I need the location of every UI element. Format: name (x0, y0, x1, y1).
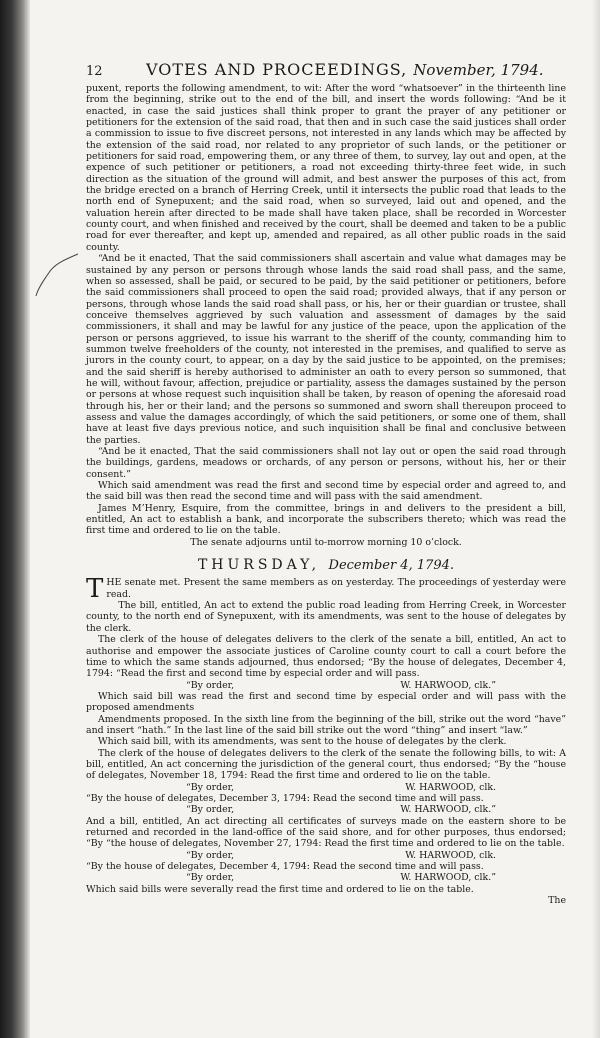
day-weekday: THURSDAY, (197, 557, 321, 574)
running-header (86, 60, 586, 82)
drop-cap: T (86, 574, 104, 605)
paragraph: Which said bill was read the first and second time by especial order and will pass with the proposed amendments (86, 690, 566, 714)
adjournment-line: The senate adjourns until to-morrow morning 10 o’clock. (190, 536, 462, 548)
running-title-main: VOTES AND PROCEEDINGS, (146, 60, 408, 79)
paragraph: puxent, reports the following amendment, to wit: After the word “whatsoever” in the thirteenth line from the beginning, strike out to the end of the bill, and insert the words following: “And be it enacted, in case the said justices shall think proper to grant the prayer of any petitioner or petitioners for the extension of the said road, that then and in such case the said justices shall order a commission to issue to five discreet persons, not interested in any lands which may be affected by the extension of the said road, nor related to any proprietor of such lands, or the petitioner or petitioners for said road, empowering them, or any three of them, to survey, lay out and open, at the expence of such petitioner or petitioners, a road not exceeding thirty-three feet wide, in such direction as the situation of the ground will admit, and best answer the purposes of this act, from the bridge erected on a branch of Herring Creek, until it intersects the public road that leads to the north end of Synepuxent; and the said road, when so surveyed, laid out and opened, and the valuation herein after directed to be made shall have taken place, shall be recorded in Worcester county court, and when finished and received by the court, shall be deemed and taken to be a public road for ever thereafter, and kept up, amended and repaired, as all other public roads in the said county. (86, 83, 566, 253)
paragraph: Which said amendment was read the first and second time by especial order and agreed to, and the said bill was then read the second time and will pass with the said amendment. (86, 480, 566, 503)
running-title (146, 60, 544, 79)
page-edge (592, 0, 600, 1038)
book-binding-shadow (0, 0, 30, 1038)
page-body (86, 83, 566, 906)
signature-line: “By order, W. HARWOOD, clk. (186, 781, 496, 793)
paragraph: “By the house of delegates, December 3, 1794: Read the second time and will pass. (86, 792, 484, 804)
paragraph: The bill, entitled, An act to extend the public road leading from Herring Creek, in Worcester county, to the north end of Synepuxent, with its amendments, was sent to the house of delegates by the clerk. (86, 600, 566, 634)
paragraph: The clerk of the house of delegates delivers to the clerk of the senate a bill, entitled, An act to authorise and empower the associate justices of Caroline county court to call a court before the time to which the same stands adjourned, thus endorsed; “By the house of delegates, December 4, 1794: “Read the first and second time by especial order and will pass. (86, 634, 566, 680)
paragraph: The clerk of the house of delegates delivers to the clerk of the senate the following bills, to wit: A bill, entitled, An act concerning the jurisdiction of the general court, thus endorsed; “By the “house of delegates, November 18, 1794: Read the first time and ordered to lie on the table. (86, 747, 566, 782)
day-heading (86, 557, 566, 574)
paragraph: Which said bills were severally read the first time and ordered to lie on the table. (86, 883, 474, 895)
paragraph: “By the house of delegates, December 4, 1794: Read the second time and will pass. (86, 861, 484, 873)
paragraph: James M’Henry, Esquire, from the committee, brings in and delivers to the president a bill, entitled, An act to establish a bank, and incorporate the subscribers thereto; which was read the first time and ordered to lie on the table. (86, 502, 566, 537)
page-number: 12 (86, 64, 103, 79)
margin-pencil-mark (34, 250, 80, 300)
paragraph: And a bill, entitled, An act directing all certificates of surveys made on the eastern shore to be returned and recorded in the land-office of the said shore, and for other purposes, thus endorsed; “By “the house of delegates, November 27, 1794: Read the first time and ordered to lie on the table. (86, 815, 566, 850)
paragraph: “And be it enacted, That the said commissioners shall not lay out or open the said road through the buildings, gardens, meadows or orchards, of any person or persons, without his, her or their consent.” (86, 446, 566, 480)
day-date: December 4, 1794. (328, 558, 455, 574)
catchword: The (548, 895, 566, 907)
signature-line: “By order, W. HARWOOD, clk.” (186, 872, 496, 884)
paragraph: Which said bill, with its amendments, was sent to the house of delegates by the clerk. (98, 736, 507, 748)
paragraph: Amendments proposed. In the sixth line from the beginning of the bill, strike out the word “have” and insert “hath.” In the last line of the said bill strike out the word “thing” and insert “law.” (86, 713, 566, 736)
signature-line: “By order, W. HARWOOD, clk. (186, 849, 496, 861)
paragraph: “And be it enacted, That the said commissioners shall ascertain and value what damages may be sustained by any person or persons through whose lands the said road shall pass, and the same, when so assessed, shall be paid, or secured to be paid, by the said petitioner or petitioners, before the said commissioners shall proceed to open the said road; provided always, that if any person or persons, through whose lands the said road shall pass, or his, her or their guardian or trustee, shall conceive themselves aggrieved by such valuation and assessment of damages by the said commissioners, it shall and may be lawful for any justice of the peace, upon the application of the person or persons aggrieved, to issue his warrant to the sheriff of the county, commanding him to summon twelve freeholders of the county, not interested in the premises, and qualified to serve as jurors in the county court, to appear, on a day by the said justice to be appointed, on the premises; and the said sheriff is hereby authorised to administer an oath to every person so summoned, that he will, without favour, affection, prejudice or partiality, assess the damages sustained by the person or persons at whose request such inquisition shall be taken, by reason of opening the aforesaid road through his, her or their land; and the persons so summoned and sworn shall thereupon proceed to assess and value the damages accordingly, of which the said petitioners, or some one of them, shall have at least five days previous notice, and such inquisition shall be final and conclusive between the parties. (86, 253, 566, 446)
paragraph: THE senate met. Present the same members as on yesterday. The proceedings of yesterday were read. (86, 574, 566, 605)
signature-line: “By order, W. HARWOOD, clk.” (186, 679, 496, 691)
signature-line: “By order, W. HARWOOD, clk.” (186, 804, 496, 816)
running-title-date: November, 1794. (413, 61, 544, 79)
